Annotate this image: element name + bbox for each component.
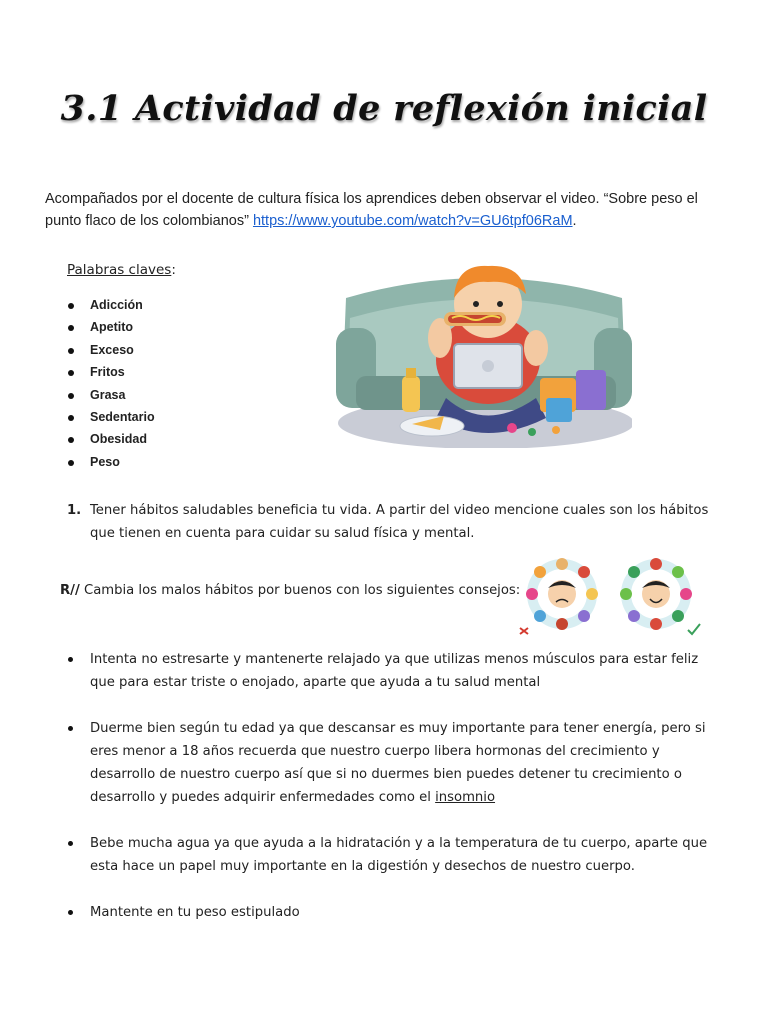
question-text: Tener hábitos saludables beneficia tu vida. A partir del video mencione cuales son los hábitos que tienen en cuenta para cuidar su salud física y mental. xyxy=(90,503,709,541)
answer-prefix: R// xyxy=(60,583,80,598)
question-number: 1. xyxy=(67,503,82,518)
habits-comparison-illustration xyxy=(512,556,712,636)
intro-paragraph xyxy=(45,188,735,232)
page-title: 3.1 Actividad de reflexión inicial xyxy=(60,88,708,129)
answer-text: Cambia los malos hábitos por buenos con los siguientes consejos: xyxy=(79,583,521,598)
keyword-item: Sedentario xyxy=(66,406,155,428)
keyword-item: Obesidad xyxy=(66,428,155,450)
tip-item xyxy=(66,648,726,694)
keyword-item: Adicción xyxy=(66,294,155,316)
tip-text: Intenta no estresarte y mantenerte relajado ya que utilizas menos músculos para estar feliz que para estar triste o enojado, aparte que ayuda a tu salud mental xyxy=(90,652,699,690)
intro-period: . xyxy=(572,213,577,229)
keyword-item: Exceso xyxy=(66,339,155,361)
sedentary-child-illustration xyxy=(336,258,632,448)
tip-item xyxy=(66,901,726,924)
tip-text: Duerme bien según tu edad ya que descansar es muy importante para tener energía, pero si eres menor a 18 años recuerda que nuestro cuerpo libera hormonas del crecimiento y desarrollo de nuestro cuerpo así que si no duermes bien puedes detener tu crecimiento o desarrollo y puedes adquirir enfermedades como el xyxy=(90,721,706,805)
keywords-heading-colon: : xyxy=(171,262,176,278)
tip-item xyxy=(66,717,726,809)
answer-line xyxy=(60,583,520,598)
keywords-heading xyxy=(67,262,176,278)
keyword-item: Peso xyxy=(66,451,155,473)
keywords-list xyxy=(66,294,155,473)
tips-list xyxy=(66,648,726,924)
tip-text: Mantente en tu peso estipulado xyxy=(90,905,300,920)
tip-text: Bebe mucha agua ya que ayuda a la hidratación y a la temperatura de tu cuerpo, aparte que esta hace un papel muy importante en la digestión y desechos de nuestro cuerpo. xyxy=(90,836,708,874)
tip-item xyxy=(66,832,726,878)
keyword-item: Grasa xyxy=(66,384,155,406)
keywords-heading-text: Palabras claves xyxy=(67,262,172,278)
question-1 xyxy=(67,499,727,545)
video-link[interactable]: https://www.youtube.com/watch?v=GU6tpf06RaM xyxy=(252,213,573,229)
keyword-item: Fritos xyxy=(66,361,155,383)
intro-text: Acompañados por el docente de cultura física los aprendices deben observar el video. “Sobre peso el punto flaco de los colombianos” xyxy=(45,191,698,229)
keyword-item: Apetito xyxy=(66,316,155,338)
tip-underlined-word: insomnio xyxy=(435,790,496,805)
